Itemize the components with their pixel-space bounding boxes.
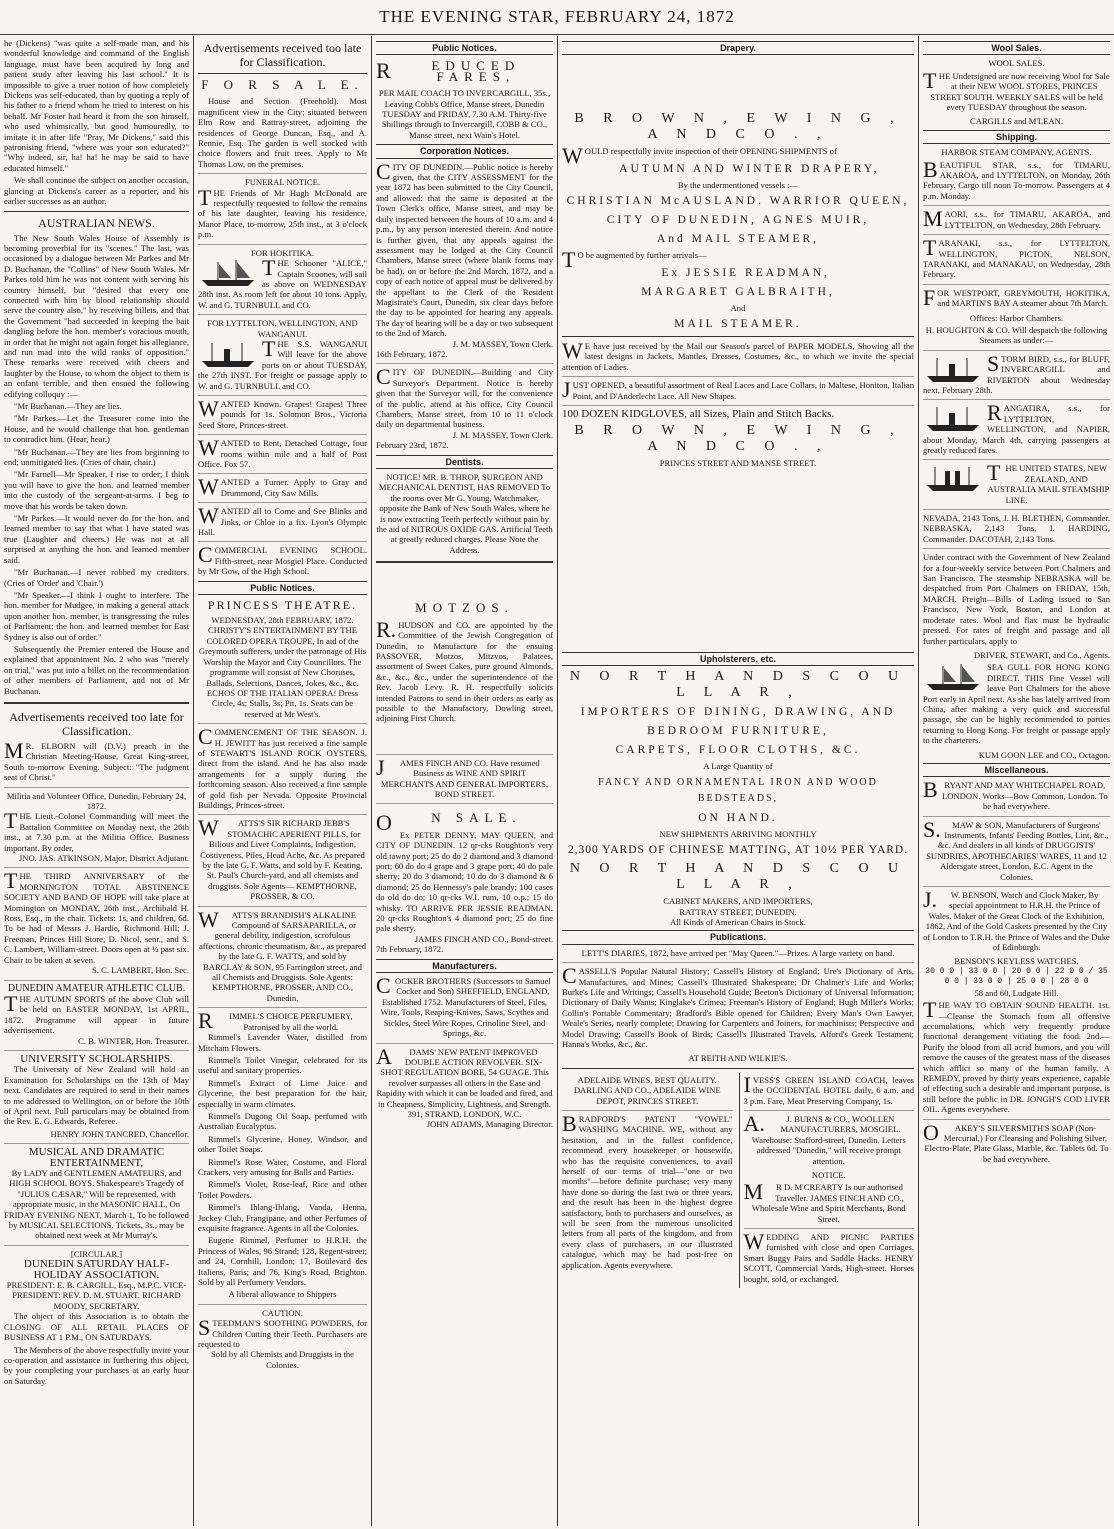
advert-line: IMPORTERS OF DINING, DRAWING, AND (580, 706, 896, 719)
advert: THE AUTUMN SPORTS of the above Club will be held on EASTER MONDAY, 1st APRIL, 1872. Programme will appear in future advertisement. (4, 990, 189, 1036)
advert: ADELAIDE WINES, BEST QUALITY. DARLING AND CO., ADELAIDE WINE DEPOT, PRINCES STREET. (573, 1074, 721, 1106)
article-text: The New South Wales House of Assembly is becoming proverbial for its "scenes." The last, was occasioned by a dialogue between Mr Parkes and Mr D. Buchanan, the "Collins" of New South Wales. Mr Parkes told him he was not content with serving his country himself, but "desired that every one connected with him by blood relationship should serve the country also," by receiving billets, and that the Government "had succeeded in keeping the bait dangling before the hon. member's voracious mouth, in order that he might not again forget his allegiance, and run mad into the wild ranks of opposition." These remarks were received with cheers and laughter by the House, to whom the object to them is an enfant terrible, and then ensued the following edifying colloquy :— (4, 232, 189, 399)
ship-icon (198, 258, 258, 288)
article-text: We shall continue the subject on another occasion, glancing at Dickens's career as a reporter, and his earlier successes as an author. (4, 175, 189, 207)
advert-heading: FUNERAL NOTICE. (244, 177, 321, 188)
advert-signature: DRIVER, STEWART, and Co., Agents. (973, 649, 1110, 660)
advert-heading: B R O W N , E W I N G , A N D C O . , (574, 423, 902, 455)
advert-line: Rimmel's Dugong Oil Soap, perfumed with Australian Eucalyptus. (198, 1110, 367, 1132)
advert: SEA GULL FOR HONG KONG DIRECT. THIS Fine Vessel will leave Port Chalmers for the above Port early in April next. As she has lately arrived from China, after making a very quick and successful passage, she can be highly recommended to parties returning to Hong Kong. For freight or passage apply to the charterers. (923, 662, 1110, 746)
advert: NEVADA, 2143 Tons, J. H. BLETHEN, Commander. NEBRASKA, 2,143 Tons, I. HARDING, Commander. DACOTAH, 2,143 Tons. (923, 509, 1110, 544)
article-text: he (Dickens) "was quite a self-made man, and his wonderful knowledge and command of the English language, must have been acquired by long and patient study after leaving his last school." It is impossible to give a truer notion of how completely Dickens was self-educated, than by quoting a reply of his father to a friend whom he tried to interest on his behalf. Mr Foster had heard it from the son himself, who used whimsically, but good humouredly, to imitate it in after life "Pray, Mr Dickens," said this patronising friend, "where was your son educated?" "Why indeed, sir, ha! ha! he may be said to have educated himself." (4, 38, 189, 173)
advert: THE Friends of Mr Hugh McDonald are respectfully requested to follow the remains of his late daughter, leaving his residence, Manor Place, to-morrow, 25th inst., at 3 o'clock p.m. (198, 184, 367, 240)
article-text: "Mr Buchanan.—They are lies from beginning to end; unmitigated lies. (Cries of chair, chair.) (4, 446, 189, 468)
advert-heading: REDUCED FARES, (376, 58, 521, 84)
advert-line: TO be augmented by further arrivals— (562, 247, 707, 273)
advert-line: Eugene Rimmel, Perfumer to H.R.H. the Princess of Wales, 96 Strand; 128, Regent-street; and 24, Cornhill, London; 17, Boulevard des Italiens, Paris; and 76, King's Road, Brighton. Sold by all Perfumery Vendors. (198, 1235, 367, 1288)
advert: H. HOUGHTON & CO. Will despatch the following Steamers as under:— (925, 324, 1108, 346)
advert-line: PRINCES STREET AND MANSE STREET. (659, 458, 817, 469)
advert: STORM BIRD, s.s., for BLUFF, INVERCARGILL and RIVERTON about Wednesday next, February 28th. (923, 350, 1110, 395)
advert-heading: N O R T H A N D S C O U L L A R , (569, 669, 907, 701)
column-1 (0, 36, 193, 1524)
vessel-list: And MAIL STEAMER, (656, 233, 820, 246)
advert: CITY OF DUNEDIN.—Public notice is hereby given, that the CITY ASSESSMENT for the year 1872 has been submitted to the City Council, and allowed: that the same is deposited at the Town Clerk's office, Manse street, and may be daily inspected between the hours of 10 a.m. and 4 p.m., by any person interested therein. And notice is further given, that any appeals against the assessment may be lodged at the City Council Chambers, Manse street (where blank forms may be had), on or before the 2nd March, 1872, and a copy of each notice of appeal must be delivered by the appellant to the Clerk of the Resident Magistrate's Court, Dunedin, six clear days before the day to be appointed for hearing any appeals. The day of hearing will be a day or two subsequent to the 2nd of March. (376, 158, 553, 339)
advert-line: AT REITH AND WILKIE'S. (688, 1053, 788, 1064)
ship-icon (923, 662, 983, 692)
advert: LETT'S DIARIES, 1872, have arrived per "May Queen."—Prizes. A large variety on hand. (581, 947, 895, 958)
advert-line: Offices: Harbor Chambers. (969, 312, 1064, 323)
advert: CITY OF DUNEDIN.—Building and City Surveyor's Department. Notice is hereby given that the Surveyor will, for the convenience of the public, attend at his office, City Council Chambers, Manse street, from 10 to 11 o'clock daily on departmental business. (376, 364, 553, 430)
advert-line: FANCY AND ORNAMENTAL IRON AND WOOD BEDSTEADS, (598, 776, 878, 804)
section-header: Drapery. (562, 41, 914, 55)
advert-signature: KUM GOON LEE and CO., Octagon. (978, 749, 1110, 760)
advert: COMMERCIAL EVENING SCHOOL. Fifth-street, near Mosgiel Place. Conducted by Mr Gow, of the High School. (198, 542, 367, 577)
section-header: Public Notices. (198, 581, 367, 595)
advert-line: BEDROOM FURNITURE, (647, 725, 829, 738)
advert-line: Rimmel's Extract of Lime Juice and Glycerine, the best preparation for the hair, especially in warm climates. (198, 1077, 367, 1109)
advert: OAKEY'S SILVERSMITH'S SOAP (Non-Mercurial,) For Cleansing and Polishing Silver, Electro-Plate, Plate Glass, Marble, &c. Tablets 6d. To be had everywhere. (923, 1119, 1109, 1164)
article-text: "Mr Speaker.—I think I ought to interfere. The hon. member for Mudgee, in making a general attack upon another hon. member, is transgressing the rules of Parliament; the hon. and learned member for East Sydney is also out of order." (4, 589, 189, 642)
vessel-list: Ex JESSIE READMAN, (661, 266, 831, 279)
advert-heading: MUSICAL AND DRAMATIC ENTERTAINMENT, (28, 1146, 165, 1169)
advert-date: 7th February, 1872. (376, 944, 444, 955)
advert: Ex PETER DENNY, MAY QUEEN, and CITY OF DUNEDIN. 12 qr-cks Roughton's very old tawny port; 25 do do 2 diamond and 3 diamond port; 60 do do 4 grape and 3 grape port; 40 do pale sherry; 20 do 3 diamond; 10 do do 3 diamond & 6 diamond; 25 do Hennessy's pale brandy; 100 cases do old do do; 10 qr-cks W.I. rum, 10 o.p.; 15 do whisky. TO ARRIVE PER JESSIE READMAN. 20 qr-cks Roughton's 4 diamond port; 25 do fine pale sherry. (376, 829, 553, 934)
section-header: Wool Sales. (923, 41, 1110, 55)
advert-line: CABINET MAKERS, AND IMPORTERS, (663, 896, 813, 907)
advert-heading: F O R S A L E. (201, 77, 364, 92)
article-text: "Mr Parkes.—It would never do for the hon. and learned member to say that what I have stated was true (Laughter and cheers.) He was not at all surprised at anything the hon. and learned member said. (4, 513, 189, 565)
section-title: Advertisements received too late for Classification. (203, 41, 362, 69)
advert-signature: CARGILLS and M'LEAN. (970, 116, 1063, 127)
advert-line: NEW SHIPMENTS ARRIVING MONTHLY (659, 828, 817, 839)
section-header: Dentists. (376, 455, 553, 469)
advert: House and Section (Freehold). Most magnificent view in the City; situated between Elm Row and Rattray-street, adjoining the residences of George Duncan, Esq., and A. Rennie, Esq. The garden is well stocked with choice flowers and fruit trees. Apply to Mr Thomas Low, on the premises. (198, 96, 367, 169)
vessel-list: CHRISTIAN McAUSLAND. WARRIOR QUEEN, (566, 195, 910, 208)
advert-signature: HENRY JOHN TANCRED, Chancellor. (50, 1128, 189, 1139)
section-title: Advertisements received too late for Classification. (9, 709, 184, 738)
advert-line: Rimmel's Ihlang-Ihlang, Vanda, Henna, Jockey Club, Frangipane, and other Perfumes of exquisite fragrance. Agents in all the Colonies. (198, 1202, 367, 1233)
steamer-icon (923, 403, 983, 433)
advert: BRADFORD'S PATENT "VOWEL" WASHING MACHINE. WE, without any hesitation, and in the fullest confidence, recommend every housekeeper or housewife, who has the requisite conveniences, to avail herself of our terms of trial—"one or two months"—before definite purchase; very many have done so during the last two or three years, and the result has been in the highest degree satisfactory, both to purchasers and ourselves, as will be seen from the numerous unsolicited letters from all parts of the kingdom, and from every class of purchasers, in our illustrated catalogue, which may be had post-free on application. Agents everywhere. (562, 1111, 733, 1270)
advert: NOTICE! MR. B. THROP, SURGEON AND MECHANICAL DENTIST, HAS REMOVED To the rooms over Mr G. Young, Watchmaker, opposite the Bank of New South Wales, where he is now extracting Teeth perfectly without pain by the aid of NITROUS OXIDE GAS. Artificial Teeth at greatly reduced charges. Please Note the Address. (376, 472, 553, 555)
advert: RANGATIRA, s.s., for LYTTELTON, WELLINGTON, and NAPIER, about Monday, March 4th, carrying passengers at greatly reduced fares. (923, 400, 1110, 455)
advert: CASSELL'S Popular Natural History; Cassell's History of England; Ure's Dictionary of Arts, Manufactures, and Mines; Cassell's Illustrated Shakespeare; Dr Chalmer's Life and Works; Burke's Life and Writings; Cassell's Household Guide; Beeton's Dictionary of Universal Information; Dictionary of Daily Wants; Kinglake's Crimea; Freeman's History of England; Hugh Miller's Works; Collin's Portable Commentary; Bradford's Bible opened for Children; Every Man's Own Lawyer, Weale's Series, nearly complete; Drawing for Carpenters and Joiners, for machinists; Perspective and Model Drawing; Cassell's Book of Birds; Cassell's Illustrated Travels. Alford's Greek Testament; Hanna's Works, &c., &c. (562, 963, 914, 1049)
advert: IVESS'S GREEN ISLAND COACH, leaves the OCCIDENTAL HOTEL daily, 6 a.m. and 3 p.m. Fare, Meat Preserving Company, 1s. (743, 1071, 914, 1106)
advert-heading: DUNEDIN SATURDAY HALF-HOLIDAY ASSOCIATION. (23, 1258, 170, 1281)
advert-line: CARPETS, FLOOR CLOTHS, &C. (615, 744, 861, 757)
advert: JAMES FINCH AND CO. Have resumed Business as WINE AND SPIRIT MERCHANTS AND GENERAL IMPORTERS, BOND STREET. (376, 754, 553, 800)
advert: The University of New Zealand will hold an Examination for Scholarships on the 13th of May next. Candidates are required to send in their names to me addressed to Wellington, on or before the 10th of April next. Full particulars may be obtained from the Rev. E. G. Edwards, Referee. (4, 1064, 189, 1127)
advert-heading: WOOL SALES. (988, 58, 1045, 69)
advert-heading: AUTUMN AND WINTER DRAPERY, (619, 162, 880, 175)
advert: COMMENCEMENT OF THE SEASON. J. H. JEWITT has just received a fine sample of STEWART'S ISLAND ROCK OYSTERS, direct from the island. And he has also made arrangements for a supply during the forthcoming season. Also received a fine sample of gold fish per Nevada. Opposite Provincial Buildings, Princes-street. (198, 724, 367, 810)
advert-heading: Militia and Volunteer Office, Dunedin, February 24, 1872. (6, 790, 187, 811)
advert: FOR WESTPORT, GREYMOUTH, HOKITIKA, and MARTIN'S BAY A steamer about 7th March. (923, 284, 1110, 310)
advert: MR. ELBORN will (D.V.) preach in the Christian Meeting-House, Great King-street, South to-morrow Evening. Subject: "The judgment seat of Christ." (4, 737, 189, 783)
advert: The object of this Association is to obtain the CLOSING OF ALL RETAIL PLACES OF BUSINESS AT 1 P.M., ON SATURDAYS. (4, 1311, 189, 1343)
advert-heading: N O R T H A N D S C O U L L A R , (569, 861, 907, 893)
advert: MR D. M'CREARTY Is our authorised Traveller. JAMES FINCH AND CO., Wholesale Wine and Spirit Merchants, Bond Street. (743, 1179, 906, 1224)
advert-heading: B R O W N , E W I N G , A N D C O . , (574, 111, 902, 143)
column-5 (919, 36, 1114, 1524)
steamer-icon (923, 463, 983, 493)
advert: THE S.S. WANGANUI Will leave for the above ports on or about TUESDAY, the 27th INST. For freight or passage apply to W. and G. TURNBULL and CO. (198, 335, 367, 391)
section-header: Public Notices. (376, 41, 553, 55)
advert: TARANAKI, s.s., for LYTTELTON, WELLINGTON, PICTON, NELSON, TARANAKI, and MANAKAU, on Wednesday, 28th February. (923, 235, 1110, 280)
column-4 (558, 36, 918, 1524)
advert: THE WAY TO OBTAIN SOUND HEALTH. 1st.—Cleanse the Stomach from all offensive accumulations, which very frequently produce functional derangement vitiating the food. 2nd.—Purify the blood from all acrid humors, and you will remove the causes of the greatest mass of the diseases which afflict so many of the human family. A REMEDY, proved by thirty years experience, capable of effecting such a desirable and important purpose, is still before the public in DR. JONGH'S COD LIVER OIL. Agents everywhere. (923, 997, 1110, 1115)
advert: WATTS'S SIR RICHARD JEBB'S STOMACHIC APERIENT PILLS, for Bilious and Liver Complaints, Indigestion, Costiveness, Piles, Head Ache, &c. As prepared by the late G. F. Watts, and sold by F. Keating, St. Paul's Church-yard, and all chemists and druggists. Sole Agents— KEMPTHORNE, PROSSER, & CO. (198, 814, 367, 901)
section-header: Corporation Notices. (376, 144, 553, 158)
advert-line: By the undermentioned vessels :— (677, 179, 799, 190)
advert-line: 2,300 YARDS OF CHINESE MATTING, AT 10½ PER YARD. (567, 844, 909, 857)
advert-label: [CIRCULAR.] (70, 1248, 123, 1259)
advert: PER MAIL COACH TO INVERCARGILL, 35s., Leaving Cobb's Office, Manse street, Dunedin TUESDAY and FRIDAY, 7.30 A.M. Thirty-five Shillings through to Invercargill, COBB & CO., Manse street, next Wain's Hotel. (378, 88, 551, 140)
advert: BEAUTIFUL STAR, s.s., for TIMARU, AKAROA, and LYTTELTON, on Monday, 26th February. Cargo till noon To-morrow. Passengers at 4 p.m. Monday. (923, 156, 1110, 201)
advert-line: Rimmel's Toilet Vinegar, celebrated for its useful and sanitary properties. (198, 1054, 367, 1076)
advert-heading: HARBOR STEAM COMPANY, AGENTS. (941, 147, 1092, 158)
advert: THE THIRD ANNIVERSARY of the MORNINGTON TOTAL ABSTINENCE SOCIETY AND BAND OF HOPE will take place at Mornington on MONDAY, 26th inst., Archibald H. Ross, Esq., in the chair. Tickets: 1s, and children, 6d. To be had of Messrs J. Hardie, Richmond Hill; J. Freeman, Princes Hill Store; D. Nicol, senr., and S. C. Lambert, William-street. Doors open at ¼ past six. Chair to be taken at seven. (4, 868, 189, 965)
advert-heading: NOTICE. (811, 1170, 846, 1181)
advert-heading: ON SALE. (376, 810, 522, 836)
advert-line: All Kinds of American Chairs in Stock. (670, 916, 806, 927)
advert-line: 58 and 60, Ludgate Hill. (974, 987, 1059, 998)
advert-line: A Large Quantity of (703, 761, 773, 772)
advert: MAORI, s.s., for TIMARU, AKAROA, and LYTTELTON, on Wednesday, 28th February. (923, 206, 1110, 232)
advert-signature: JNO. JAS. ATKINSON, Major, District Adjutant. (18, 853, 189, 864)
advert-line: ON HAND. (698, 811, 778, 824)
advert: WANTED Known. Grapes! Grapes! Three pounds for 1s. Solomon Bros., Victoria Seed Store, Princes-street. (198, 395, 367, 430)
advert-heading: UNIVERSITY SCHOLARSHIPS. (20, 1052, 173, 1065)
advert: J.W. BENSON, Watch and Clock Maker, By special appointment to H.R.H. the Prince of Wales. Maker of the Great Clock of the Exhibition, 1862, And of the Gold Caskets presented by the City of London to T.R.H. the Prince of Wales and the Duke of Edinburgh. (923, 887, 1110, 953)
advert: Under contract with the Government of New Zealand for a four-weekly service between Port Chalmers and San Francisco. The steamship NEBRASKA will be despatched from Port Chalmers on FRIDAY, 15th, MARCH. Freight—Bills of Lading issued to San Francisco, New York, Boston, and London at moderate rates. Wool and flax must be hydraulic pressed. For rates of freight and passage and all further particulars, apply to (923, 548, 1110, 646)
advert-line: Rimmel's Rose Water, Costume, and Floral Crackers, very amusing for Balls and Parties. (198, 1156, 367, 1177)
column-3 (372, 36, 557, 1524)
advert-line: A liberal allowance to Shippers (228, 1289, 337, 1300)
advert: THE Undersigned are now receiving Wool for Sale at their NEW WOOL STORES, PRINCES STREET SOUTH. WEEKLY SALES will be held every TUESDAY throughout the season. (923, 67, 1110, 113)
advert: BRYANT AND MAY WHITECHAPEL ROAD, LONDON. Works—Bow Common, London. To be had everywhere. (923, 777, 1108, 812)
column-2 (194, 36, 371, 1524)
advert-line: And (730, 302, 746, 313)
advert: Sold by all Chemists and Druggists in the Colonies. (211, 1349, 354, 1370)
vessel-list: MARGARET GALBRAITH, (641, 285, 835, 298)
advert-signature: JOHN ADAMS, Managing Director. (426, 1119, 553, 1130)
advert: S.MAW & SON, Manufacturers of Surgeons' Instruments, Infants' Feeding Bottles, Lint, &c., &c. And dealers in all kinds of DRUGGISTS' SUNDRIES, APOTHECARIES' WARES, 11 and 12 Aldersgate street, London, E.C. Agent in the Colonies. (923, 816, 1109, 882)
advert: WOULD respectfully invite inspection of their OPENING SHIPMENTS of (562, 143, 837, 169)
article-text: "Mr Parkes.—Let the Treasurer come into the House, and he would challenge that hon. gentleman to contradict him. (Hear, hear.) (4, 413, 189, 445)
advert-line: Rimmel's Violet, Rose-leaf, Rice and other Toilet Powders. (198, 1179, 367, 1200)
advert-heading: CAUTION. (262, 1307, 303, 1318)
advert-officers: PRESIDENT: E. B. CARGILL, Esq., M.P.C. VICE-PRESIDENT: REV. D. M. STUART. RICHARD MOODY, SECRETARY. (6, 1280, 187, 1311)
advert: JUST OPENED, a beautiful assortment of Real Laces and Lace Collars, in Maltese, Honiton, Italian Point, and D'Anderlecht Lace. All New Shapes. (562, 377, 914, 403)
vessel-list: MAIL STEAMER. (674, 318, 802, 331)
advert: R.HUDSON and CO. are appointed by the Committee of the Jewish Congregation of Dunedin, to Manufacture for the ensuing PASSOVER, Motzos, Mitzvos, Palatees, assortment of Sweet Cakes, pure ground Almonds, &c., &c., &c., under the superintendence of the Rev. Jacob Levy. R. H. respectfully solicits intended Patrons to send in their orders as early as possible to the Manufactory, Dowling street, adjoining First Church. (376, 616, 553, 724)
advert-heading: FOR HOKITIKA. (250, 247, 315, 258)
section-header: Miscellaneous. (923, 763, 1110, 777)
advert-signature: S. C. LAMBERT, Hon. Sec. (92, 965, 189, 976)
advert: WANTED a Turner. Apply to Gray and Drummond, City Saw Mills. (198, 474, 367, 500)
advert-line: Rimmel's Glycerine, Honey, Windsor, and other Toilet Soaps. (198, 1133, 367, 1155)
advert: WEDNESDAY, 28th FEBRUARY, 1872. CHRISTY'S ENTERTAINMENT BY THE COLORED OPERA TROUPE, In aid of the Greymouth sufferers, under the patronage of His Worship the Mayor and City Councillors. The programme will consist of New Choruses, Ballads, Selections, Dances, Jokes, &c., &c. ECHOS OF THE ITALIAN OPERA! Dress Circle, 4s; Stalls, 3s; Pit, 1s. Seats can be reserved at Mr West's. (198, 615, 367, 719)
advert-signature: J. M. MASSEY, Town Clerk. (452, 338, 553, 349)
advert: 100 DOZEN KIDGLOVES, all Sizes, Plain and Stitch Backs. (562, 405, 914, 419)
advert: The Members of the above respectfully invite your co-operation and assistance in furthering this object, by your completing your purchases at an early hour on Saturday. (4, 1344, 189, 1386)
section-header: Manufacturers. (376, 959, 553, 973)
section-header: Upholsterers, etc. (562, 652, 914, 666)
advert-heading: DUNEDIN AMATEUR ATHLETIC CLUB. (7, 982, 186, 994)
advert-heading: MOTZOS. (415, 600, 514, 616)
advert: WE have just received by the Mail our Season's parcel of PAPER MODELS, Showing all the latest designs in Jackets, Mantles, Dresses, Costumes, &c., to which we invite the special attention of Ladies. (562, 338, 914, 372)
advert: WANTED to Rent, Detached Cottage, four rooms within mile and a half of Post Office. Fox 57. (198, 435, 367, 469)
advert-line: RATTRAY STREET, DUNEDIN. (679, 906, 797, 917)
advert: By LADY and GENTLEMEN AMATEURS, and HIGH SCHOOL BOYS. Shakespeare's Tragedy of "JULIUS CÆSAR," Will be represented, with appropriate music, in the MASONIC HALL, On FRIDAY EVENING NEXT, March 1, To be followed by MUSICAL SELECTIONS. Tickets, 3s., may be obtained next week at Mr Murray's. (4, 1168, 189, 1241)
article-title: AUSTRALIAN NEWS. (38, 215, 155, 230)
article-text: "Mr Buchanan.—I never robbed my creditors. (Cries of 'Order' and 'Chair.') (4, 567, 189, 588)
advert: WANTED all to Come and See Blinks and Jinks, or Chloe in a fix. Lyon's Olympic Hall. (198, 503, 367, 538)
advert-heading: PRINCESS THEATRE. (207, 598, 358, 613)
article-text: "Mr Buchanan.—They are lies. (14, 401, 122, 411)
advert-line: Rimmel's Lavender Water, distilled from Mitcham Flowers. (198, 1032, 367, 1053)
advert: ADAMS' NEW PATENT IMPROVED DOUBLE ACTION REVOLVER. SIX-SHOT REGULATION BORE, 54 GUAGE. This revolver surpasses all others in the Ease and Rapidity with which it can be loaded and fired, and in Cheapness, Simplicity, Lightness, and Strength. 391, STRAND, LONDON, W.C. (376, 1043, 553, 1119)
advert: WATTS'S BRANDISH'S ALKALINE Compound of SARSAPARILLA, or general debility, indigestion, scrofulous affections, chronic rheumatism, &c., as prepared by the late G. F. WATTS, and sold by BARCLAY & SON, 95 Farringdon street, and all Chemists and Druggists. Sole Agents: KEMPTHORNE, PROSSER, AND CO., Dunedin. (198, 906, 367, 1003)
advert-heading: THE UNITED STATES, NEW ZEALAND, AND AUSTRALIA MAIL STEAMSHIP LINE. (987, 460, 1110, 505)
masthead: THE EVENING STAR, FEBRUARY 24, 1872 (0, 0, 1114, 35)
advert-signature: J. M. MASSEY, Town Clerk. (452, 429, 553, 440)
advert-date: 16th February, 1872. (376, 348, 448, 359)
advert: THE Schooner "ALICE," Captain Scoones, will sail as above on WEDNESDAY 28th inst. As room left for about 10 tons. Apply, W. and G. TURNBULL and CO. (198, 255, 367, 310)
section-header: Publications. (562, 930, 914, 944)
steamer-icon (198, 339, 258, 369)
price-table: 30 0 0 | 33 0 0 | 20 0 0 | 22 0 0 / 35 0 0 | 33 0 0 | 25 0 0 | 28 0 0 (925, 966, 1108, 987)
vessel-list: CITY OF DUNEDIN, AGNES MUIR, (606, 214, 870, 227)
advert-date: February 23rd, 1872. (376, 440, 449, 451)
advert-signature: JAMES FINCH AND CO., Bond-street. (414, 933, 553, 944)
advert: WEDDING AND PICNIC PARTIES furnished with close and open Carriages. Smart Buggy Pairs and Saddle Hacks. HENRY SCOTT, Commercial Yards, High-street. Horses bought, sold, or exchanged. (743, 1229, 914, 1284)
advert: COCKER BROTHERS (Successors to Samuel Cocker and Son) SHEFFIELD, ENGLAND, Established 1752. Manufacturers of Steel, Files, Wire, Tools, Reaping-Knives, Saws, Scythes and Sickles, Steel Wire Ropes, Crinoline Steel, and Springs, &c. (376, 973, 551, 1039)
advert-signature: C. B. WINTER, Hon. Treasurer. (78, 1035, 189, 1046)
advert-heading: RIMMEL'S CHOICE PERFUMERY, Patronised by all the world. (198, 1008, 353, 1034)
section-header: Shipping. (923, 130, 1110, 144)
article-text: "Mr Farnell—Mr Speaker, I rise to order; I think you will have to give the hon. and learned member into the custody of the sergeant-at-arms. I beg to move that his words be taken down. (4, 469, 189, 511)
advert: STEEDMAN'S SOOTHING POWDERS, for Children Cutting their Teeth. Purchasers are requested to (198, 1315, 367, 1350)
advert: THE Lieut.-Colonel Commanding will meet the Battalion Committee on Monday next, the 26th inst., at 7.30 p.m. at the Militia Office. Business important. By order, (4, 808, 189, 853)
article-text: Subsequently the Premier entered the House and explained that appointment No. 2 who was "merely on trial," was put into a billet on the recommendation of other members of Parliament, and not of Mr Buchanan. (4, 643, 189, 696)
advert-heading: BENSON'S KEYLESS WATCHES. (954, 956, 1079, 967)
advert: A.J. BURNS & CO., WOOLLEN MANUFACTURERS, MOSGIEL. Warehouse: Stafford-street, Dunedin. Letters addressed "Dunedin," will receive prompt attention. (744, 1110, 915, 1166)
advert-heading: FOR LYTTELTON, WELLINGTON, AND WANGANUI. (207, 318, 358, 339)
steamer-icon (923, 354, 983, 384)
